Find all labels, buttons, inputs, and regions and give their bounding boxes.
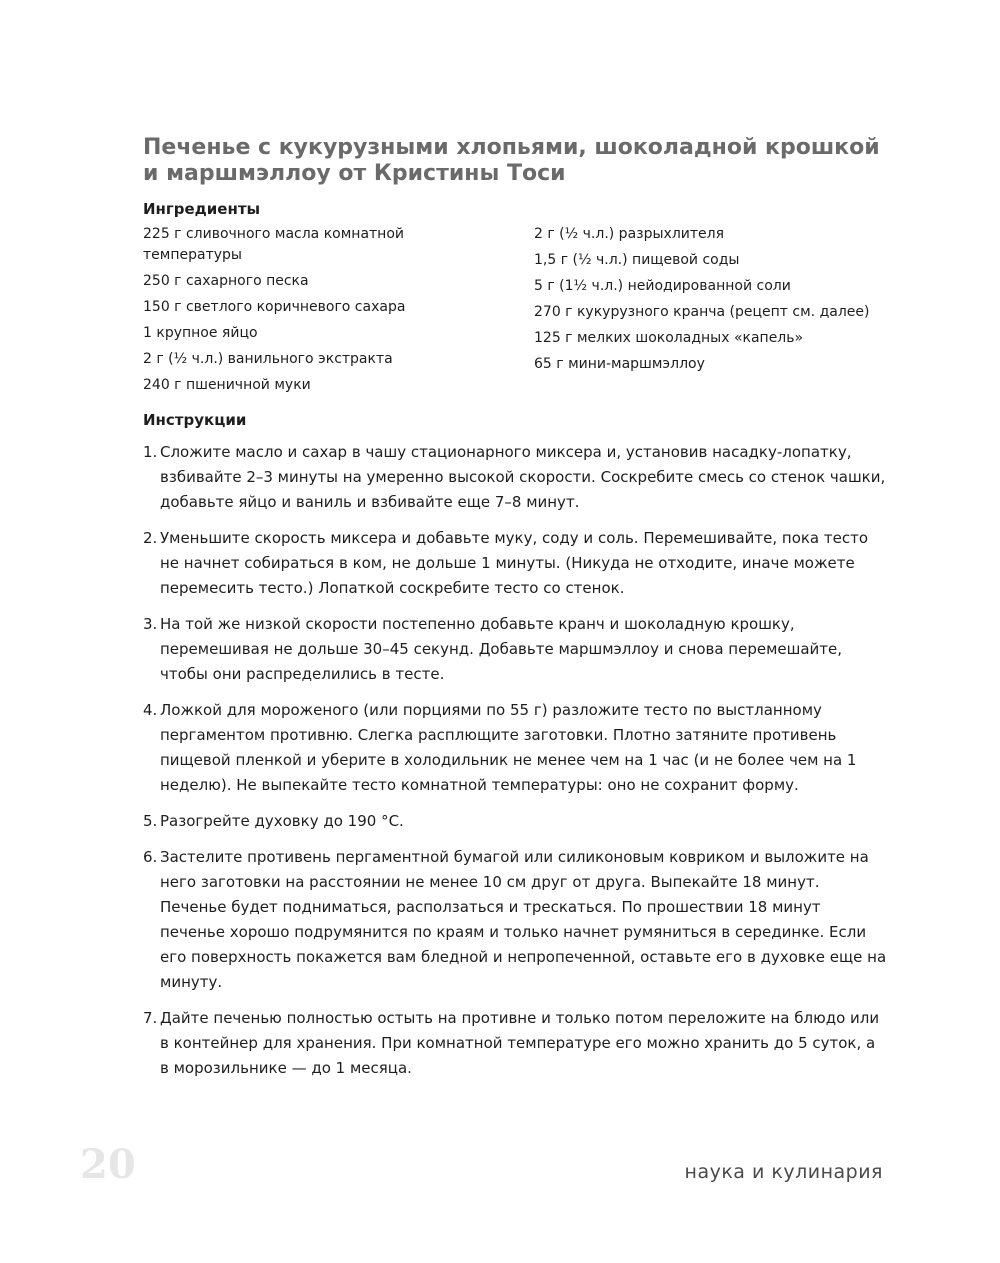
instruction-step xyxy=(143,1006,888,1081)
ingredient-item: 250 г сахарного песка xyxy=(143,273,309,289)
step-number: 5. xyxy=(143,812,158,830)
ingredient-item: 65 г мини-маршмэллоу xyxy=(534,356,705,372)
instruction-step xyxy=(143,612,888,687)
page-number: 20 xyxy=(80,1141,136,1188)
ingredient-item: 240 г пшеничной муки xyxy=(143,377,311,393)
instruction-step xyxy=(143,809,888,834)
step-text: Разогрейте духовку до 190 °С. xyxy=(160,812,404,830)
step-text: Уменьшите скорость миксера и добавьте муку, соду и соль. Перемешивайте, пока тесто не начнет собираться в ком, не дольше 1 минуты. (Никуда не отходите, иначе можете перемесить тесто.) Лопаткой соскребите тесто со стенок. xyxy=(160,529,869,597)
running-footer-title: наука и кулинария xyxy=(684,1161,883,1183)
instructions-list xyxy=(143,440,888,1092)
instruction-step xyxy=(143,845,888,995)
recipe-title-line-1: Печенье с кукурузными хлопьями, шоколадной крошкой xyxy=(143,135,880,160)
ingredients-list-right xyxy=(534,224,894,380)
ingredient-item: 270 г кукурузного кранча (рецепт см. далее) xyxy=(534,304,870,320)
ingredient-item: 2 г (½ ч.л.) ванильного экстракта xyxy=(143,351,393,367)
ingredient-item: 150 г светлого коричневого сахара xyxy=(143,299,406,315)
step-text: Сложите масло и сахар в чашу стационарного миксера и, установив насадку-лопатку, взбивайте 2–3 минуты на умеренно высокой скорости. Соскребите смесь со стенок чашки, добавьте яйцо и ваниль и взбивайте еще 7–8 минут. xyxy=(160,443,886,511)
step-text: Ложкой для мороженого (или порциями по 55 г) разложите тесто по выстланному пергаментом противню. Слегка расплющите заготовки. Плотно затяните противень пищевой пленкой и уберите в холодильник не менее чем на 1 час (и не более чем на 1 неделю). Не выпекайте тесто комнатной температуры: оно не сохранит форму. xyxy=(160,701,857,794)
step-number: 6. xyxy=(143,848,158,866)
ingredient-item: 125 г мелких шоколадных «капель» xyxy=(534,330,804,346)
instruction-step xyxy=(143,698,888,798)
instruction-step xyxy=(143,440,888,515)
ingredient-item: 225 г сливочного масла комнатной температуры xyxy=(143,226,405,263)
ingredients-list-left xyxy=(143,224,473,401)
step-text: На той же низкой скорости постепенно добавьте кранч и шоколадную крошку, перемешивая не дольше 30–45 секунд. Добавьте маршмэллоу и снова перемешайте, чтобы они распределились в тесте. xyxy=(160,615,843,683)
step-number: 4. xyxy=(143,701,158,719)
ingredient-item: 1 крупное яйцо xyxy=(143,325,258,341)
recipe-title xyxy=(143,135,903,187)
instructions-heading: Инструкции xyxy=(143,411,247,429)
ingredient-item: 2 г (½ ч.л.) разрыхлителя xyxy=(534,226,724,242)
step-number: 1. xyxy=(143,443,158,461)
instruction-step xyxy=(143,526,888,601)
recipe-title-line-2: и маршмэллоу от Кристины Тоси xyxy=(143,161,566,186)
ingredient-item: 1,5 г (½ ч.л.) пищевой соды xyxy=(534,252,740,268)
step-number: 3. xyxy=(143,615,158,633)
step-text: Дайте печенью полностью остыть на противне и только потом переложите на блюдо или в контейнер для хранения. При комнатной температуре его можно хранить до 5 суток, а в морозильнике — до 1 месяца. xyxy=(160,1009,880,1077)
step-number: 7. xyxy=(143,1009,158,1027)
ingredient-item: 5 г (1½ ч.л.) нейодированной соли xyxy=(534,278,791,294)
step-number: 2. xyxy=(143,529,158,547)
ingredients-heading: Ингредиенты xyxy=(143,200,261,218)
step-text: Застелите противень пергаментной бумагой или силиконовым ковриком и выложите на него заготовки на расстоянии не менее 10 см друг от друга. Выпекайте 18 минут. Печенье будет подниматься, расползаться и трескаться. По прошествии 18 минут печенье хорошо подрумянится по краям и только начнет румяниться в серединке. Если его поверхность покажется вам бледной и непропеченной, оставьте его в духовке еще на минуту. xyxy=(160,848,887,991)
